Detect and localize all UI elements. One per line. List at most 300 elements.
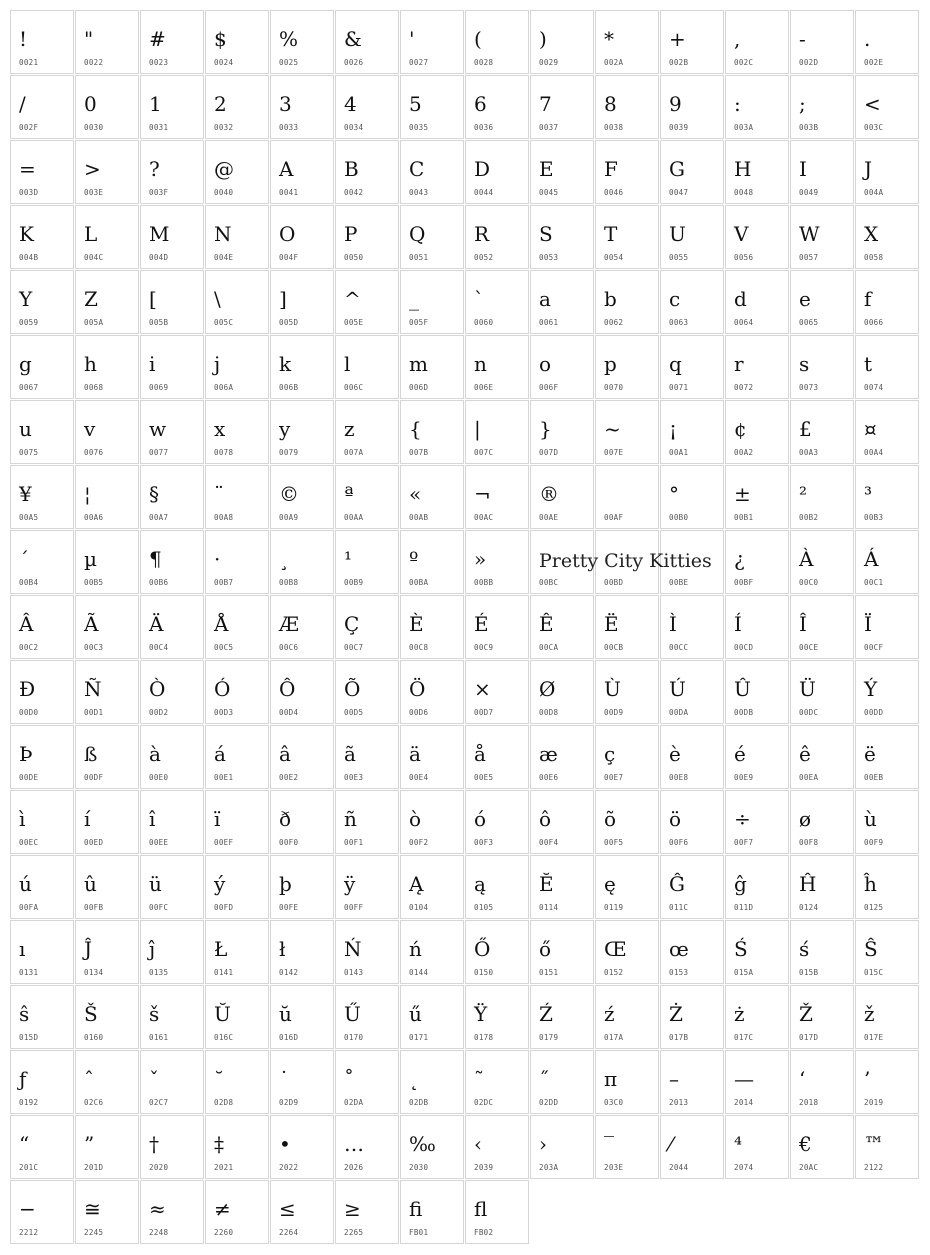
glyph-code: 00BE [669,578,689,587]
glyph-cell [855,10,919,74]
glyph-code: 005B [149,318,169,327]
glyph-code: 006C [344,383,364,392]
glyph-code: 0073 [799,383,819,392]
glyph-code: 00DF [84,773,104,782]
glyph-code: 017B [669,1033,689,1042]
glyph-cell [790,465,854,529]
glyph-cell [335,725,399,789]
glyph-code: 00E3 [344,773,364,782]
glyph-char: ó [474,807,487,831]
glyph-char: ˘ [214,1067,224,1091]
glyph-char: ; [799,92,806,116]
glyph-cell [660,465,724,529]
glyph-cell [270,205,334,269]
glyph-cell [270,790,334,854]
font-name-banner: Pretty City Kitties [539,550,712,572]
glyph-code: 00C9 [474,643,494,652]
glyph-cell [75,1050,139,1114]
glyph-char: ĥ [864,872,877,896]
glyph-code: 0074 [864,383,884,392]
glyph-char: v [84,417,96,441]
glyph-code: 007A [344,448,364,457]
glyph-code: 002D [799,58,819,67]
glyph-code: 004C [84,253,104,262]
glyph-cell [140,725,204,789]
glyph-cell [465,465,529,529]
glyph-char: † [149,1132,159,1156]
glyph-char: – [669,1067,679,1091]
glyph-char: ˛ [409,1067,419,1091]
glyph-cell [10,1180,74,1244]
glyph-code: 00D0 [19,708,39,717]
glyph-code: 00F4 [539,838,559,847]
glyph-cell [725,725,789,789]
glyph-char: q [669,352,682,376]
glyph-char: < [864,92,881,116]
glyph-cell [140,465,204,529]
glyph-code: 0021 [19,58,39,67]
glyph-cell [335,660,399,724]
glyph-code: 006B [279,383,299,392]
glyph-cell [855,985,919,1049]
glyph-cell [530,920,594,984]
glyph-char: á [214,742,226,766]
glyph-cell [790,595,854,659]
glyph-code: 00F9 [864,838,884,847]
glyph-cell [660,270,724,334]
glyph-char: å [474,742,486,766]
glyph-char: B [344,157,359,181]
glyph-cell [75,400,139,464]
glyph-char: 2 [214,92,227,116]
glyph-code: 0049 [799,188,819,197]
glyph-char: - [799,27,806,51]
glyph-char: Á [864,547,879,571]
glyph-char: š [149,1002,160,1026]
glyph-code: 00EC [19,838,39,847]
glyph-char: s [799,352,810,376]
glyph-code: 00E2 [279,773,299,782]
glyph-char: T [604,222,618,246]
glyph-char: ± [734,482,751,506]
glyph-cell [335,75,399,139]
glyph-cell [75,725,139,789]
glyph-code: 0171 [409,1033,429,1042]
glyph-cell [790,855,854,919]
glyph-code: 203A [539,1163,559,1172]
glyph-char: ą [474,872,486,896]
glyph-code: 002B [669,58,689,67]
glyph-cell [205,270,269,334]
glyph-code: 005F [409,318,429,327]
glyph-code: 0114 [539,903,559,912]
glyph-char: i [149,352,156,376]
glyph-cell [660,205,724,269]
glyph-code: 0059 [19,318,39,327]
glyph-char: [ [149,287,157,311]
glyph-cell [400,270,464,334]
glyph-char: ‡ [214,1132,224,1156]
glyph-cell [75,920,139,984]
glyph-cell [270,660,334,724]
glyph-code: 0039 [669,123,689,132]
glyph-code: 0069 [149,383,169,392]
glyph-char: − [19,1197,36,1221]
glyph-cell [595,725,659,789]
glyph-code: 00BB [474,578,494,587]
glyph-char: ( [474,27,482,51]
glyph-char: Z [84,287,98,311]
glyph-cell [725,1115,789,1179]
glyph-code: 00A6 [84,513,104,522]
glyph-char: ² [799,482,808,506]
glyph-char: Ù [604,677,621,701]
glyph-code: 00EA [799,773,819,782]
glyph-code: 0046 [604,188,624,197]
glyph-code: 0070 [604,383,624,392]
glyph-code: 00B4 [19,578,39,587]
glyph-cell [595,790,659,854]
glyph-code: 00A7 [149,513,169,522]
glyph-char: ´ [19,547,29,571]
glyph-code: 0047 [669,188,689,197]
glyph-cell [10,790,74,854]
glyph-cell [595,205,659,269]
glyph-char: ≥ [344,1197,361,1221]
glyph-cell [140,1050,204,1114]
glyph-code: 00DE [19,773,39,782]
glyph-char: ) [539,27,547,51]
glyph-cell [270,920,334,984]
glyph-cell [530,790,594,854]
glyph-char: ≠ [214,1197,231,1221]
glyph-char: ı [19,937,26,961]
glyph-char: £ [799,417,812,441]
glyph-char: $ [214,27,227,51]
glyph-char: í [84,807,91,831]
glyph-char: ' [409,27,415,51]
glyph-char: K [19,222,34,246]
glyph-cell [10,400,74,464]
glyph-code: 2030 [409,1163,429,1172]
glyph-code: 0052 [474,253,494,262]
glyph-char: Ô [279,677,296,701]
glyph-char: Œ [604,937,627,961]
glyph-code: 00CD [734,643,754,652]
glyph-cell [530,465,594,529]
glyph-cell [660,660,724,724]
glyph-code: 006F [539,383,559,392]
glyph-cell [140,335,204,399]
glyph-code: 0026 [344,58,364,67]
glyph-cell [465,660,529,724]
glyph-code: 02D8 [214,1098,234,1107]
glyph-char: | [474,417,481,441]
glyph-code: 00A2 [734,448,754,457]
glyph-cell [790,335,854,399]
glyph-char: ﬂ [474,1197,488,1221]
glyph-char: g [19,352,32,376]
glyph-char: ] [279,287,287,311]
glyph-code: 20AC [799,1163,819,1172]
glyph-char: Ö [409,677,426,701]
glyph-char: C [409,157,425,181]
glyph-cell [10,855,74,919]
glyph-code: 00EB [864,773,884,782]
glyph-char: ≈ [149,1197,166,1221]
glyph-char: © [279,482,299,506]
glyph-char: ˝ [539,1067,549,1091]
glyph-char: W [799,222,820,246]
glyph-char: î [149,807,156,831]
glyph-code: 00B1 [734,513,754,522]
glyph-cell [140,1115,204,1179]
glyph-cell [270,530,334,594]
glyph-char: 7 [539,92,552,116]
glyph-char: º [409,547,419,571]
glyph-cell [660,335,724,399]
glyph-code: 00AB [409,513,429,522]
glyph-char: Ś [734,937,748,961]
glyph-code: 00CB [604,643,624,652]
glyph-char: ñ [344,807,357,831]
glyph-code: 017E [864,1033,884,1042]
glyph-code: 00EE [149,838,169,847]
glyph-code: 0179 [539,1033,559,1042]
glyph-code: 0078 [214,448,234,457]
glyph-char: Š [84,1002,98,1026]
glyph-code: 00CF [864,643,884,652]
glyph-char: Ĵ [84,937,93,961]
glyph-cell [400,920,464,984]
glyph-char: 1 [149,92,162,116]
glyph-char: 8 [604,92,617,116]
glyph-code: 2260 [214,1228,234,1237]
glyph-cell [465,855,529,919]
glyph-cell [725,530,789,594]
glyph-cell [855,725,919,789]
glyph-char: l [344,352,351,376]
glyph-char: ö [669,807,682,831]
glyph-cell [205,790,269,854]
glyph-char: ¦ [84,482,91,506]
glyph-code: 015B [799,968,819,977]
glyph-code: 00E1 [214,773,234,782]
glyph-cell [530,660,594,724]
glyph-code: 0036 [474,123,494,132]
glyph-char: R [474,222,490,246]
glyph-cell [725,140,789,204]
glyph-char: f [864,287,872,311]
glyph-code: 0065 [799,318,819,327]
glyph-cell [335,465,399,529]
glyph-char: ≤ [279,1197,296,1221]
glyph-code: 00A4 [864,448,884,457]
glyph-char: ì [19,807,26,831]
glyph-code: 00B9 [344,578,364,587]
glyph-code: 00FF [344,903,364,912]
glyph-code: 00FC [149,903,169,912]
glyph-char: o [539,352,552,376]
glyph-code: 0152 [604,968,624,977]
glyph-char: • [279,1132,291,1156]
glyph-char: ŭ [279,1002,292,1026]
glyph-cell [660,140,724,204]
glyph-code: 02DD [539,1098,559,1107]
glyph-char: F [604,157,618,181]
glyph-cell [530,270,594,334]
glyph-code: 0033 [279,123,299,132]
glyph-cell [855,205,919,269]
glyph-code: 0077 [149,448,169,457]
glyph-char: h [84,352,97,376]
glyph-char: ª [344,482,354,506]
glyph-char: ç [604,742,616,766]
glyph-char: X [864,222,879,246]
glyph-char: Ą [409,872,424,896]
glyph-cell [595,1050,659,1114]
glyph-code: 00AA [344,513,364,522]
glyph-code: 00DD [864,708,884,717]
glyph-cell [790,920,854,984]
glyph-char: ë [864,742,876,766]
glyph-code: 2018 [799,1098,819,1107]
glyph-char: À [799,547,814,571]
glyph-cell [140,530,204,594]
glyph-code: 007B [409,448,429,457]
glyph-code: 0178 [474,1033,494,1042]
glyph-code: 002A [604,58,624,67]
glyph-char: Ż [669,1002,683,1026]
glyph-cell [335,855,399,919]
glyph-code: 003E [84,188,104,197]
glyph-code: 004B [19,253,39,262]
glyph-cell [270,1180,334,1244]
glyph-cell [725,595,789,659]
glyph-char: , [734,27,741,51]
glyph-char: ĝ [734,872,747,896]
glyph-cell [205,725,269,789]
glyph-cell [855,530,919,594]
glyph-code: 00BD [604,578,624,587]
glyph-char: ĵ [149,937,156,961]
glyph-cell [465,335,529,399]
glyph-char: _ [409,287,419,311]
glyph-cell [205,985,269,1049]
glyph-code: 00AC [474,513,494,522]
glyph-char: N [214,222,232,246]
glyph-char: × [474,677,491,701]
glyph-char: Ò [149,677,166,701]
glyph-cell [400,400,464,464]
glyph-code: 00B6 [149,578,169,587]
glyph-cell [855,790,919,854]
glyph-code: 00FD [214,903,234,912]
glyph-cell [205,1180,269,1244]
glyph-code: 2044 [669,1163,689,1172]
glyph-code: 003B [799,123,819,132]
glyph-code: 005E [344,318,364,327]
glyph-cell [595,400,659,464]
glyph-cell [400,1115,464,1179]
glyph-char: Ì [669,612,677,636]
glyph-cell [140,1180,204,1244]
glyph-cell [725,75,789,139]
glyph-cell [595,660,659,724]
glyph-char: Î [799,612,807,636]
glyph-cell [530,10,594,74]
glyph-char: ≅ [84,1197,101,1221]
glyph-char: ‾ [604,1132,614,1156]
glyph-char: õ [604,807,617,831]
glyph-char: } [539,417,552,441]
glyph-cell [660,400,724,464]
glyph-cell [530,855,594,919]
glyph-char: ³ [864,482,873,506]
glyph-code: 002E [864,58,884,67]
glyph-char: Ÿ [474,1002,488,1026]
glyph-code: 015A [734,968,754,977]
glyph-cell [75,855,139,919]
glyph-char: ~ [604,417,621,441]
glyph-code: 00E7 [604,773,624,782]
glyph-code: 002F [19,123,39,132]
glyph-char: ý [214,872,226,896]
glyph-char: p [604,352,617,376]
glyph-cell [140,985,204,1049]
glyph-char: ˆ [84,1067,94,1091]
glyph-cell [595,10,659,74]
glyph-char: + [669,27,686,51]
glyph-cell [75,205,139,269]
glyph-cell [400,530,464,594]
glyph-code: 00C7 [344,643,364,652]
glyph-code: 00F3 [474,838,494,847]
glyph-code: 00A1 [669,448,689,457]
glyph-cell [400,1180,464,1244]
glyph-char: ⁴ [734,1132,743,1156]
glyph-code: 00E4 [409,773,429,782]
glyph-char: u [19,417,32,441]
glyph-char: ź [604,1002,615,1026]
glyph-code: 00F1 [344,838,364,847]
glyph-code: 0131 [19,968,39,977]
glyph-code: 2264 [279,1228,299,1237]
glyph-cell [465,790,529,854]
glyph-code: 00C5 [214,643,234,652]
glyph-cell [790,140,854,204]
glyph-code: 00D8 [539,708,559,717]
glyph-cell [790,660,854,724]
glyph-code: 003D [19,188,39,197]
glyph-char: € [799,1132,812,1156]
glyph-code: 02DB [409,1098,429,1107]
glyph-cell [465,1050,529,1114]
glyph-code: 00E0 [149,773,169,782]
glyph-cell [855,855,919,919]
glyph-char: ô [539,807,552,831]
glyph-code: 0143 [344,968,364,977]
glyph-cell [10,920,74,984]
glyph-char: È [409,612,424,636]
glyph-cell [140,400,204,464]
glyph-char: . [864,27,871,51]
glyph-cell [530,400,594,464]
glyph-char: Ő [474,937,491,961]
glyph-code: FB02 [474,1228,494,1237]
glyph-cell [270,855,334,919]
glyph-cell [725,920,789,984]
